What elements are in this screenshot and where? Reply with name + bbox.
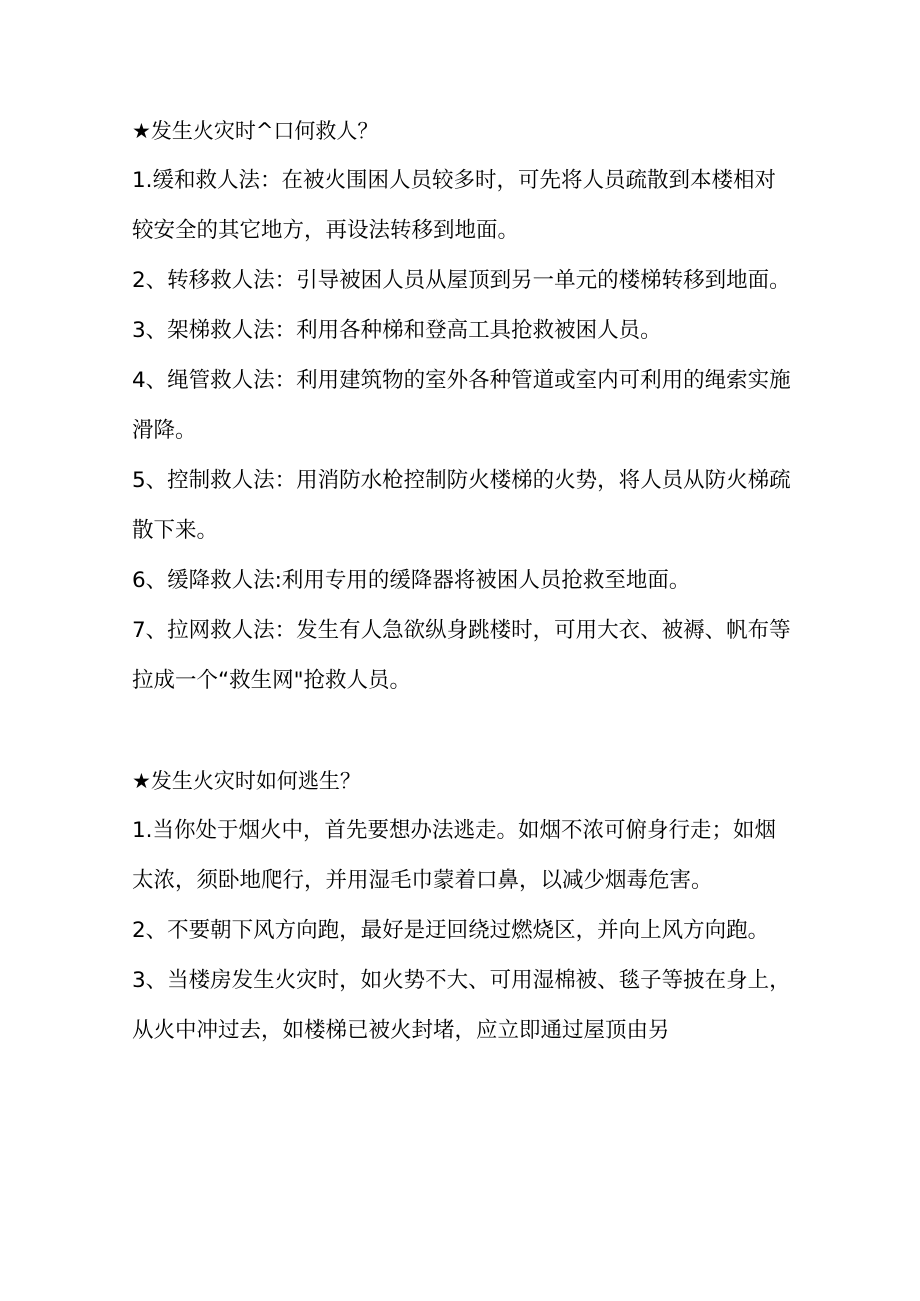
- section-rescue: [132, 106, 792, 706]
- list-item: 5、控制救人法：用消防水枪控制防火楼梯的火势，将人员从防火梯疏散下来。: [132, 468, 791, 543]
- list-item: 1.当你处于烟火中，首先要想办法逃走。如烟不浓可俯身行走；如烟太浓，须卧地爬行，并用湿毛巾蒙着口鼻，以减少烟毒危害。: [132, 818, 777, 893]
- list-item: 2、转移救人法：引导被困人员从屋顶到另一单元的楼梯转移到地面。: [132, 268, 791, 293]
- list-item: 6、缓降救人法:利用专用的缓降器将被困人员抢救至地面。: [132, 568, 691, 593]
- section-heading: ★发生火灾时如何逃生？: [132, 769, 361, 793]
- list-item: 2、不要朝下风方向跑，最好是迂回绕过燃烧区，并向上风方向跑。: [132, 918, 770, 943]
- section-heading: ★发生火灾时^口何救人？: [132, 119, 379, 143]
- list-item: 4、绳管救人法：利用建筑物的室外各种管道或室内可利用的绳索实施滑降。: [132, 368, 791, 443]
- section-escape: [132, 756, 792, 1056]
- list-item: 3、架梯救人法：利用各种梯和登高工具抢救被困人员。: [132, 318, 662, 343]
- list-item: 1.缓和救人法：在被火围困人员较多时，可先将人员疏散到本楼相对较安全的其它地方，再设法转移到地面。: [132, 168, 777, 243]
- list-item: 7、拉网救人法：发生有人急欲纵身跳楼时，可用大衣、被褥、帆布等拉成一个“救生网"抢救人员。: [132, 618, 791, 693]
- document-page: [132, 106, 792, 1056]
- list-item: 3、当楼房发生火灾时，如火势不大、可用湿棉被、毯子等披在身上，从火中冲过去，如楼梯已被火封堵，应立即通过屋顶由另: [132, 968, 791, 1043]
